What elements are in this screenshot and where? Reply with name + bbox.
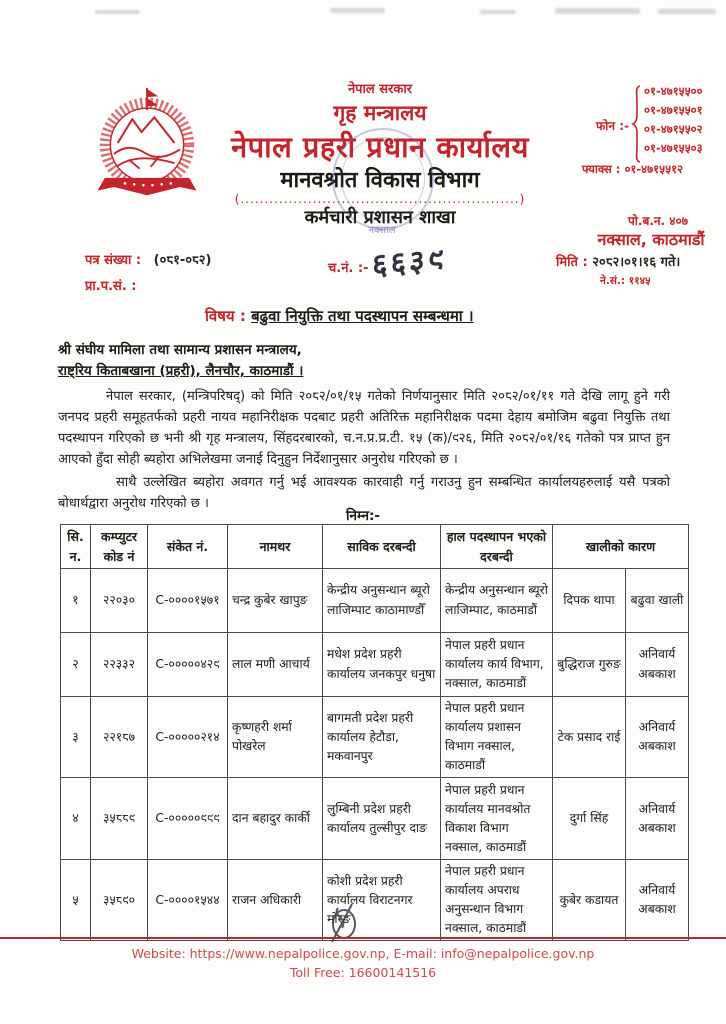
cell-computer-code: ३५८९० xyxy=(91,860,148,941)
phone-number: ०१-४७१५५०२ xyxy=(644,122,703,136)
addressee xyxy=(58,340,658,382)
col-header-sn: सि. न. xyxy=(61,525,91,569)
promotion-table-wrap xyxy=(60,524,689,941)
col-header-computer-code: कम्प्युटर कोड नं xyxy=(91,525,148,569)
table-header-row xyxy=(61,525,689,569)
col-header-name: नामथर xyxy=(228,525,323,569)
cell-current-post: नेपाल प्रहरी प्रधान कार्यालय प्रशासन विभाग नक्साल, काठमाडौं xyxy=(441,697,553,778)
cell-current-post: नेपाल प्रहरी प्रधान कार्यालय अपराध अनुसन्धान विभाग नक्साल, काठमाडौं xyxy=(441,860,553,941)
body-paragraph-1: नेपाल सरकार, (मन्त्रिपरिषद्) को मिति २०८२/०१/१५ गतेको निर्णयानुसार मिति २०८२/०१/११ गते देखि लागू हुने गरी जनपद प्रहरी समूहतर्फको प्रहरी नायव महानिरीक्षक पदबाट प्रहरी अतिरिक्त महानिरीक्षक पदमा देहाय बमोजिम बढुवा नियुक्ति तथा पदस्थापन गरिएको छ भनी श्री गृह मन्त्रालय, सिंहदरबारको, च.न.प्र.प्र.टी. १५ (क)/९२६, मिति २०८२/०१/१६ गतेको पत्र प्राप्त हुन आएको हुँदा सोही ब्यहोरा अभिलेखमा जनाई दिनुहुन निर्देशानुसार अनुरोध गरिएको छ । xyxy=(58,389,670,467)
cell-name: चन्द्र कुबेर खापुङ xyxy=(228,569,323,633)
cell-previous-post: बागमती प्रदेश प्रहरी कार्यालय हेटौडा, मकवानपुर xyxy=(323,697,441,778)
cell-vacated-by: टेक प्रसाद राई xyxy=(553,697,626,778)
branch-title: कर्मचारी प्रशासन शाखा xyxy=(304,207,456,229)
phone-number: ०१-४७१५५०० xyxy=(644,84,703,98)
letter-no-label: पत्र संख्या : xyxy=(85,253,142,268)
scan-artifact xyxy=(658,9,716,14)
dispatch-label: च.नं. :- xyxy=(328,261,369,276)
cell-current-post: केन्द्रीय अनुसन्धान ब्यूरो लाजिम्पाट, काठमाडौं xyxy=(441,569,553,633)
cell-previous-post: मधेश प्रदेश प्रहरी कार्यालय जनकपुर धनुषा xyxy=(323,633,441,697)
cell-vacated-by: कुबेर कडायत xyxy=(553,860,626,941)
letter-no-line xyxy=(85,250,212,268)
office-title: नेपाल प्रहरी प्रधान कार्यालय xyxy=(231,129,529,164)
addressee-line1: श्री संघीय मामिला तथा सामान्य प्रशासन मन्त्रालय, xyxy=(58,342,302,358)
phone-list xyxy=(644,82,703,158)
table-row xyxy=(61,860,689,941)
prapasam-label: प्रा.प.सं. : xyxy=(85,279,137,294)
footer-tollfree-line: Toll Free: 16600141516 xyxy=(289,965,437,980)
cell-sn: ५ xyxy=(61,860,91,941)
cell-vacancy-reason: अनिवार्य अबकाश xyxy=(626,697,689,778)
cell-vacancy-reason: अनिवार्य अबकाश xyxy=(626,860,689,941)
office-stamp xyxy=(332,128,434,230)
cell-previous-post: कोशी प्रदेश प्रहरी कार्यालय विराटनगर मोरङ xyxy=(323,860,441,941)
po-box: पो.ब.न. ४०७ xyxy=(627,214,688,228)
date-label: मिति : xyxy=(556,255,588,270)
table-row xyxy=(61,697,689,778)
office-address: नक्साल, काठमाडौं xyxy=(597,230,705,249)
cell-symbol-no: C-०००००२१४ xyxy=(148,697,228,778)
government-title: नेपाल सरकार xyxy=(347,82,413,97)
nepal-sambat: ने.सं.: ११४५ xyxy=(600,275,651,287)
phone-label: फोन :- xyxy=(596,119,629,133)
cell-vacancy-reason: बढुवा खाली xyxy=(626,569,689,633)
list-intro: निम्न:- xyxy=(345,508,381,524)
scan-artifact xyxy=(95,10,140,14)
promotion-table xyxy=(60,524,689,941)
subject-text: बढुवा नियुक्ति तथा पदस्थापन सम्बन्धमा । xyxy=(251,307,474,325)
signature-scribble xyxy=(318,898,366,950)
subject-line xyxy=(205,306,474,326)
footer-divider xyxy=(0,937,726,939)
cell-vacated-by: दुर्गा सिंह xyxy=(553,778,626,860)
cell-name: लाल मणी आचार्य xyxy=(228,633,323,697)
subject-label: विषय : xyxy=(205,307,246,325)
col-header-vacancy-reason: खालीको कारण xyxy=(553,525,689,569)
cell-vacated-by: बुद्धिराज गुरुङ xyxy=(553,633,626,697)
cell-computer-code: २२१८७ xyxy=(91,697,148,778)
phone-number: ०१-४७१५५०३ xyxy=(644,141,703,155)
cell-name: दान बहादुर कार्की xyxy=(228,778,323,860)
cell-vacancy-reason: अनिवार्य अबकाश xyxy=(626,633,689,697)
cell-computer-code: २२३३२ xyxy=(91,633,148,697)
department-title: मानवश्रोत विकास विभाग xyxy=(280,167,480,193)
addressee-line2: राष्ट्रिय किताबखाना (प्रहरी), लैनचौर, काठमाडौं । xyxy=(58,363,304,379)
office-stamp-text: नक्साल xyxy=(368,225,396,236)
cell-sn: २ xyxy=(61,633,91,697)
cell-sn: ४ xyxy=(61,778,91,860)
cell-sn: ३ xyxy=(61,697,91,778)
cell-current-post: नेपाल प्रहरी प्रधान कार्यालय कार्य विभाग, नक्साल, काठमाडौं xyxy=(441,633,553,697)
cell-vacancy-reason: अनिवार्य अबकाश xyxy=(626,778,689,860)
cell-computer-code: २२०३० xyxy=(91,569,148,633)
cell-name: राजन अधिकारी xyxy=(228,860,323,941)
ministry-title: गृह मन्त्रालय xyxy=(333,101,427,126)
cell-symbol-no: C-००००१५७१ xyxy=(148,569,228,633)
table-row xyxy=(61,778,689,860)
dotted-line: (..........................................................) xyxy=(234,192,526,207)
scan-artifact xyxy=(555,8,640,14)
date-line xyxy=(556,252,680,270)
table-row xyxy=(61,633,689,697)
phone-number: ०१-४७१५५०१ xyxy=(644,103,703,117)
date-value: २०८२।०१।१६ गते। xyxy=(592,255,681,270)
col-header-previous-post: साविक दरबन्दी xyxy=(323,525,441,569)
scan-artifact xyxy=(330,8,385,13)
dispatch-number-handwritten: ६६३९ xyxy=(371,241,447,284)
fax-label: फ्याक्स : xyxy=(582,162,621,176)
letter-no-value: (०८१-०८२) xyxy=(153,253,212,268)
cell-computer-code: ३५८८९ xyxy=(91,778,148,860)
cell-symbol-no: C-०००००९९९ xyxy=(148,778,228,860)
fax-line xyxy=(582,160,683,179)
cell-sn: १ xyxy=(61,569,91,633)
cell-current-post: नेपाल प्रहरी प्रधान कार्यालय मानवश्रोत विकाश विभाग नक्साल, काठमाडौं xyxy=(441,778,553,860)
body-paragraph-2: साथै उल्लेखित ब्यहोरा अवगत गर्नु भई आवश्यक कारवाही गर्नु गराउनु हुन सम्बन्धित कार्यालयहरुलाई यसै पत्रको बोधार्थद्वारा अनुरोध गरिएको छ । xyxy=(58,475,670,511)
phone-brace xyxy=(630,84,642,168)
table-row xyxy=(61,569,689,633)
cell-previous-post: केन्द्रीय अनुसन्धान ब्यूरो लाजिम्पाट काठामाण्डौँ xyxy=(323,569,441,633)
cell-previous-post: लुम्बिनी प्रदेश प्रहरी कार्यालय तुल्सीपुर दाङ xyxy=(323,778,441,860)
col-header-symbol-no: संकेत नं. xyxy=(148,525,228,569)
col-header-current-post: हाल पदस्थापन भएको दरबन्दी xyxy=(441,525,553,569)
scan-artifact xyxy=(480,10,516,14)
cell-symbol-no: C-००००१५४४ xyxy=(148,860,228,941)
fax-number: ०१-४७१५५१२ xyxy=(624,162,684,176)
cell-name: कृष्णहरी शर्मा पोखरेल xyxy=(228,697,323,778)
cell-symbol-no: C-०००००४२९ xyxy=(148,633,228,697)
footer-website-line: Website: https://www.nepalpolice.gov.np, E-mail: info@nepalpolice.gov.np xyxy=(131,946,595,961)
cell-vacated-by: दिपक थापा xyxy=(553,569,626,633)
